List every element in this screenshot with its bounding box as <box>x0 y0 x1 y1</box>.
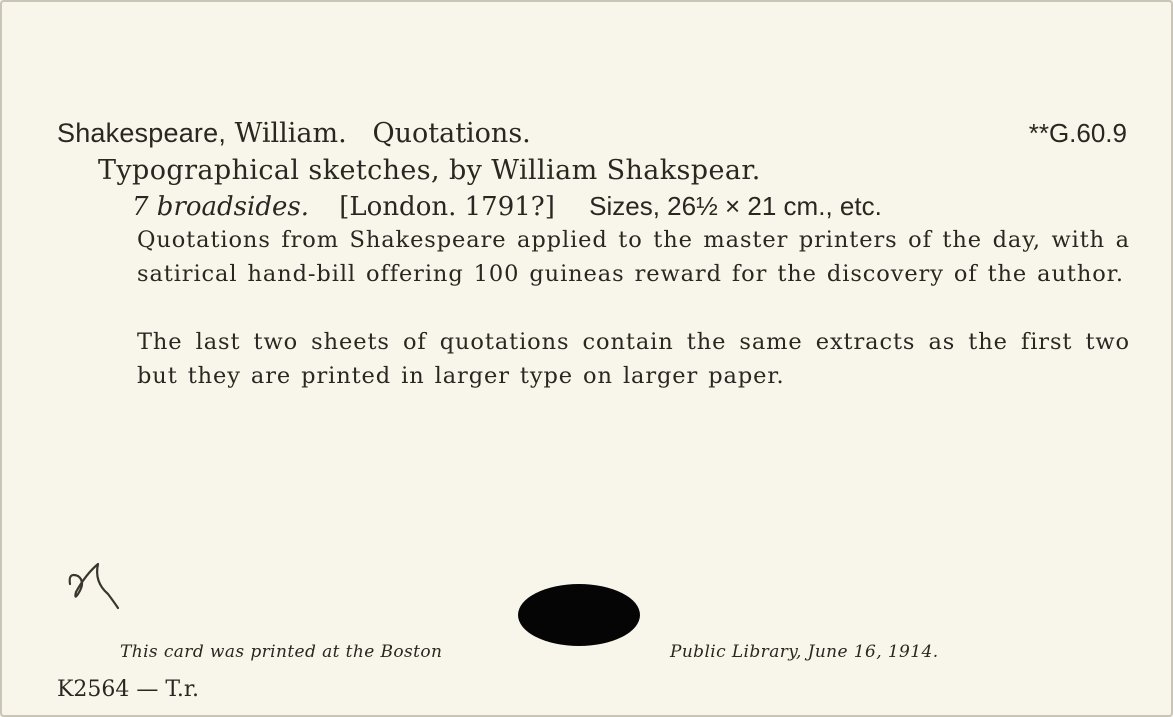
printer-statement-right: Public Library, June 16, 1914. <box>670 642 939 662</box>
note-paragraph: Quotations from Shakespeare applied to the master printers of the day, with a satirical hand-bill offering 100 guineas reward for the discovery of the author. <box>137 227 1130 287</box>
handwritten-mark <box>64 560 124 616</box>
physical-extent: 7 broadsides. <box>132 192 309 222</box>
title-statement: Typographical sketches, by William Shakspear. <box>98 155 761 186</box>
main-entry-heading <box>57 118 531 149</box>
dimensions: Sizes, 26½ × 21 cm., etc. <box>589 191 882 221</box>
note-paragraph: The last two sheets of quotations contain the same extracts as the first two but they are printed in larger type on larger paper. <box>137 329 1130 389</box>
punch-hole <box>518 584 640 646</box>
uniform-title: Quotations. <box>372 118 531 149</box>
imprint: [London. 1791?] <box>339 192 555 222</box>
author-surname: Shakespeare, <box>57 118 227 148</box>
author-forename: William. <box>234 118 347 149</box>
tracing-number: K2564 — T.r. <box>57 677 199 702</box>
printer-statement-left: This card was printed at the Boston <box>120 642 443 662</box>
call-number: **G.60.9 <box>1028 118 1127 148</box>
collation-line <box>132 191 882 222</box>
